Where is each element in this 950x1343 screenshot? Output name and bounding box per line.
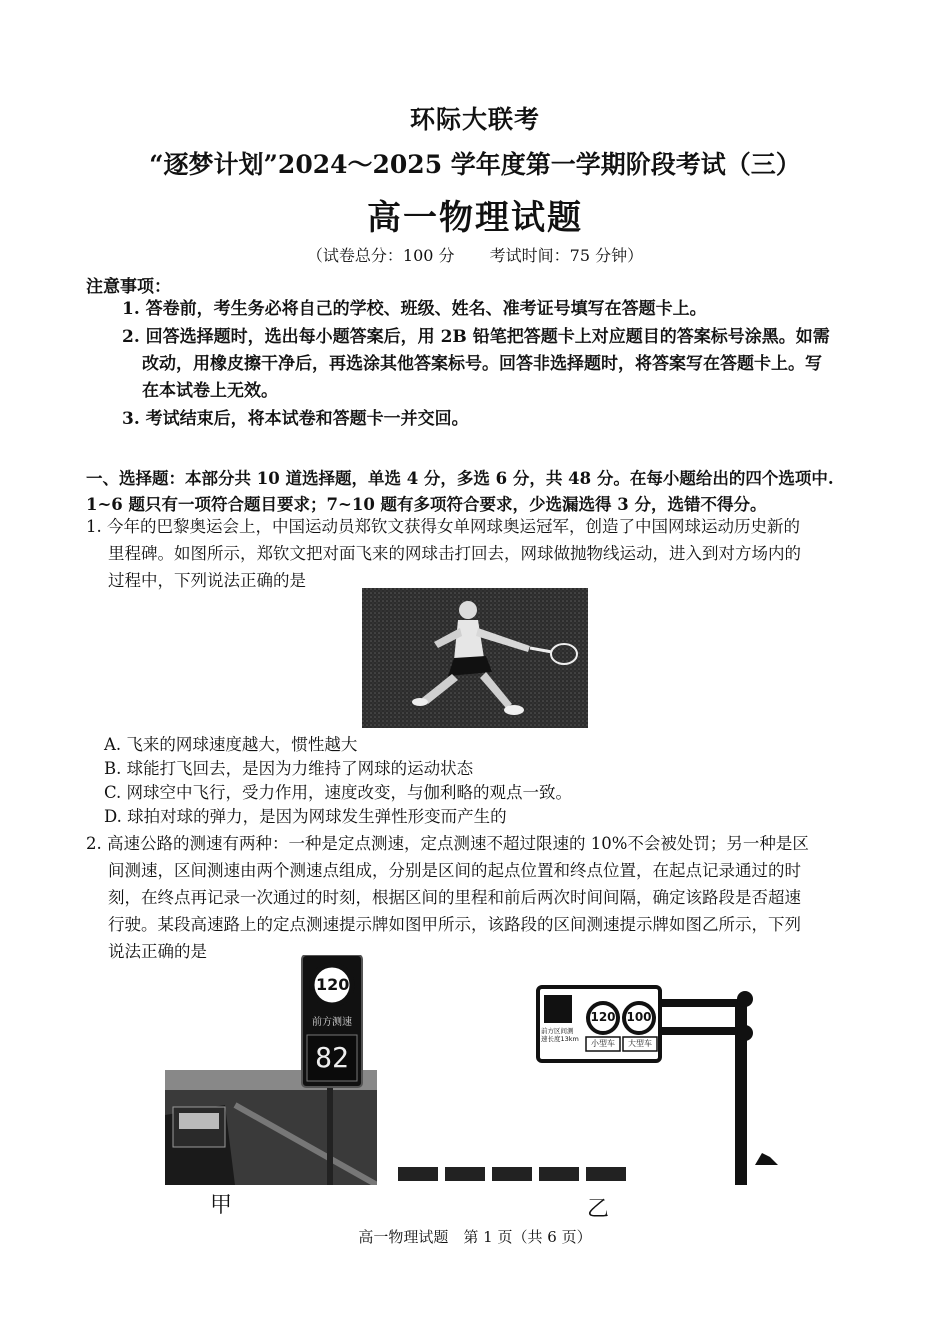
option-d: D. 球拍对球的弹力，是因为网球发生弹性形变而产生的 [104, 807, 507, 826]
page-footer: 高一物理试题 第 1 页（共 6 页） [358, 1228, 592, 1246]
note-item: 3. 考试结束后，将本试卷和答题卡一并交回。 [122, 409, 469, 429]
option-c: C. 网球空中飞行，受力作用，速度改变，与伽利略的观点一致。 [104, 783, 573, 802]
speed-limit-value: 120 [316, 975, 350, 994]
note-item: 2. 回答选择题时，选出每小题答案后，用 2B 铅笔把答题卡上对应题目的答案标号涂黑。如需 改动，用橡皮擦干净后，再选涂其他答案标号。回答非选择题时，将答案写在答题卡上。写 在本试卷上无效。 [122, 327, 830, 401]
question-1-stem: 1. 今年的巴黎奥运会上，中国运动员郑钦文获得女单网球奥运冠军，创造了中国网球运动历史新的 里程碑。如图所示，郑钦文把对面飞来的网球击打回去，网球做抛物线运动，进入到对方场内的 过程中，下列说法正确的是 [86, 517, 801, 590]
section-heading: 一、选择题：本部分共 10 道选择题，单选 4 分，多选 6 分，共 48 分。在每小题给出的四个选项中. 1~6 题只有一项符合题目要求；7~10 题有多项符合要求，少选漏选得 3 分，选错不得分。 [86, 469, 834, 514]
total-score: （试卷总分：100 分 [306, 246, 455, 265]
big-car-label: 大型车 [628, 1039, 652, 1048]
exam-term-title: “逐梦计划”2024～2025 学年度第一学期阶段考试（三） [149, 150, 801, 179]
small-car-limit: 120 [590, 1010, 616, 1024]
note-item: 1. 答卷前，考生务必将自己的学校、班级、姓名、准考证号填写在答题卡上。 [122, 299, 707, 319]
option-a: A. 飞来的网球速度越大，惯性越大 [104, 735, 358, 754]
figure-label-b: 乙 [587, 1197, 610, 1222]
big-car-limit: 100 [626, 1010, 652, 1024]
measured-speed-display: 82 [315, 1041, 349, 1074]
exam-time: 考试时间：75 分钟） [489, 246, 644, 265]
exam-series-title: 环际大联考 [409, 105, 540, 134]
exam-meta [0, 243, 950, 266]
question-2-stem: 2. 高速公路的测速有两种：一种是定点测速，定点测速不超过限速的 10%不会被处罚；另一种是区 间测速，区间测速由两个测速点组成，分别是区间的起点位置和终点位置，在起点记录通过的时 刻，在终点再记录一次通过的时刻，根据区间的里程和前后两次时间间隔，确定该路段是否超速 行驶。某段高速路上的定点测速提示牌如图甲所示，该路段的区间测速提示牌如图乙所示，下列 说法正确的是 [86, 834, 809, 961]
tennis-player-photo [362, 588, 588, 728]
interval-caption: 前方区间测 速长度13km [541, 1027, 579, 1043]
interval-speed-sign-figure [390, 985, 790, 1185]
fixed-speed-sign-figure [165, 955, 377, 1185]
small-car-label: 小型车 [591, 1039, 615, 1048]
option-b: B. 球能打飞回去，是因为力维持了网球的运动状态 [104, 759, 474, 778]
subject-title: 高一物理试题 [367, 198, 583, 238]
notes-title: 注意事项： [86, 277, 171, 297]
figure-label-a: 甲 [210, 1193, 233, 1218]
sign-caption: 前方测速 [312, 1017, 352, 1028]
